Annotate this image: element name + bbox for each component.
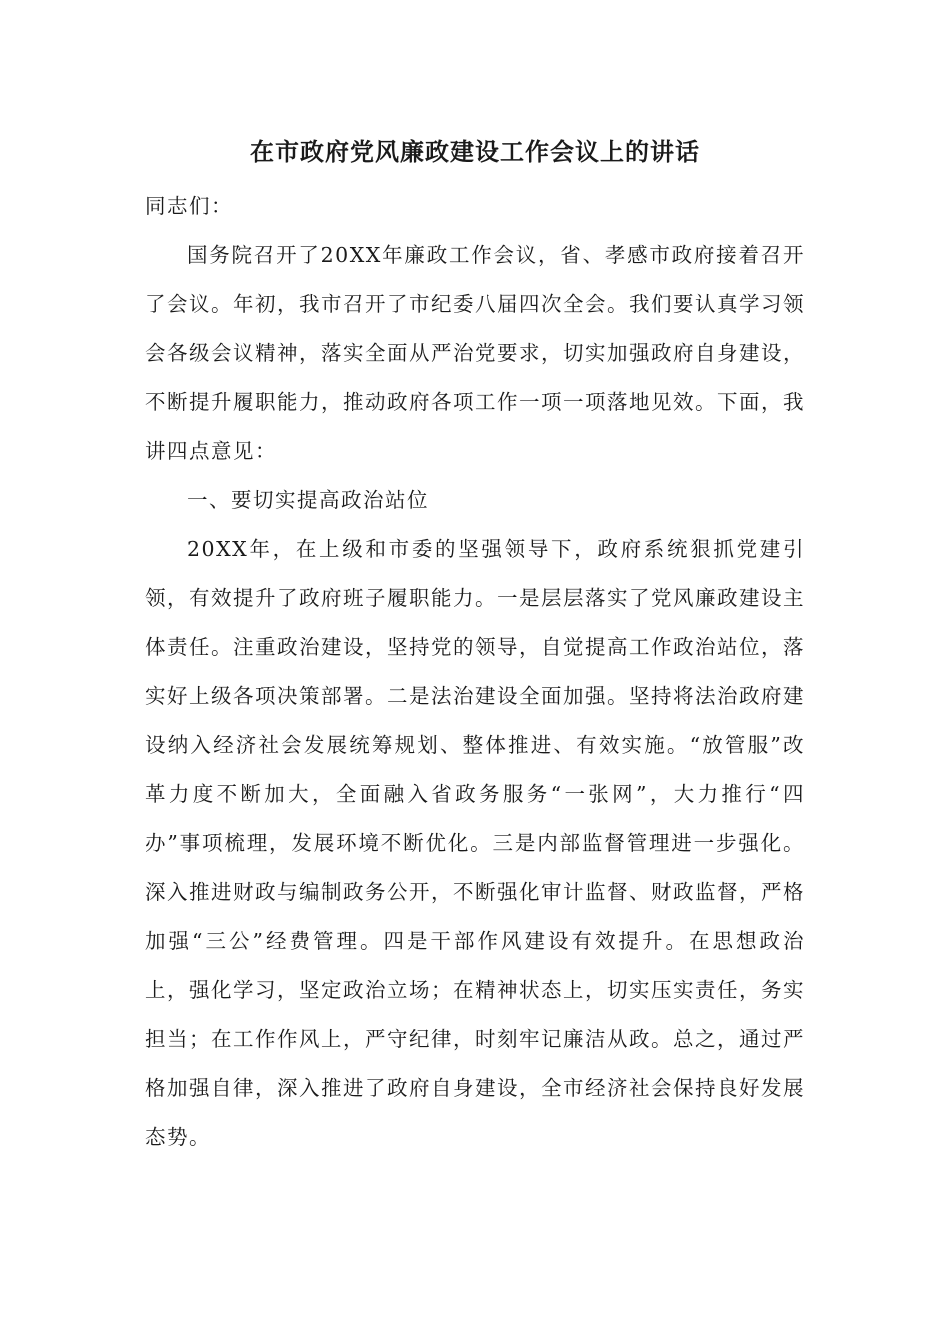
paragraph-intro: 国务院召开了20XX年廉政工作会议，省、孝感市政府接着召开了会议。年初，我市召开了市纪委八届四次全会。我们要认真学习领会各级会议精神，落实全面从严治党要求，切实加强政府自身建设，不断提升履职能力，推动政府各项工作一项一项落地见效。下面，我讲四点意见： bbox=[145, 243, 805, 463]
document-title: 在市政府党风廉政建设工作会议上的讲话 bbox=[250, 137, 700, 166]
document-body bbox=[145, 182, 805, 1162]
section-heading: 一、要切实提高政治站位 bbox=[187, 488, 429, 512]
paragraph-section-1: 20XX年，在上级和市委的坚强领导下，政府系统狠抓党建引领，有效提升了政府班子履职能力。一是层层落实了党风廉政建设主体责任。注重政治建设，坚持党的领导，自觉提高工作政治站位，落实好上级各项决策部署。二是法治建设全面加强。坚持将法治政府建设纳入经济社会发展统筹规划、整体推进、有效实施。“放管服”改革力度不断加大，全面融入省政务服务“一张网”，大力推行“四办”事项梳理，发展环境不断优化。三是内部监督管理进一步强化。深入推进财政与编制政务公开，不断强化审计监督、财政监督，严格加强“三公”经费管理。四是干部作风建设有效提升。在思想政治上，强化学习，坚定政治立场；在精神状态上，切实压实责任，务实担当；在工作作风上，严守纪律，时刻牢记廉洁从政。总之，通过严格加强自律，深入推进了政府自身建设，全市经济社会保持良好发展态势。 bbox=[145, 537, 805, 1149]
salutation: 同志们： bbox=[145, 194, 233, 218]
